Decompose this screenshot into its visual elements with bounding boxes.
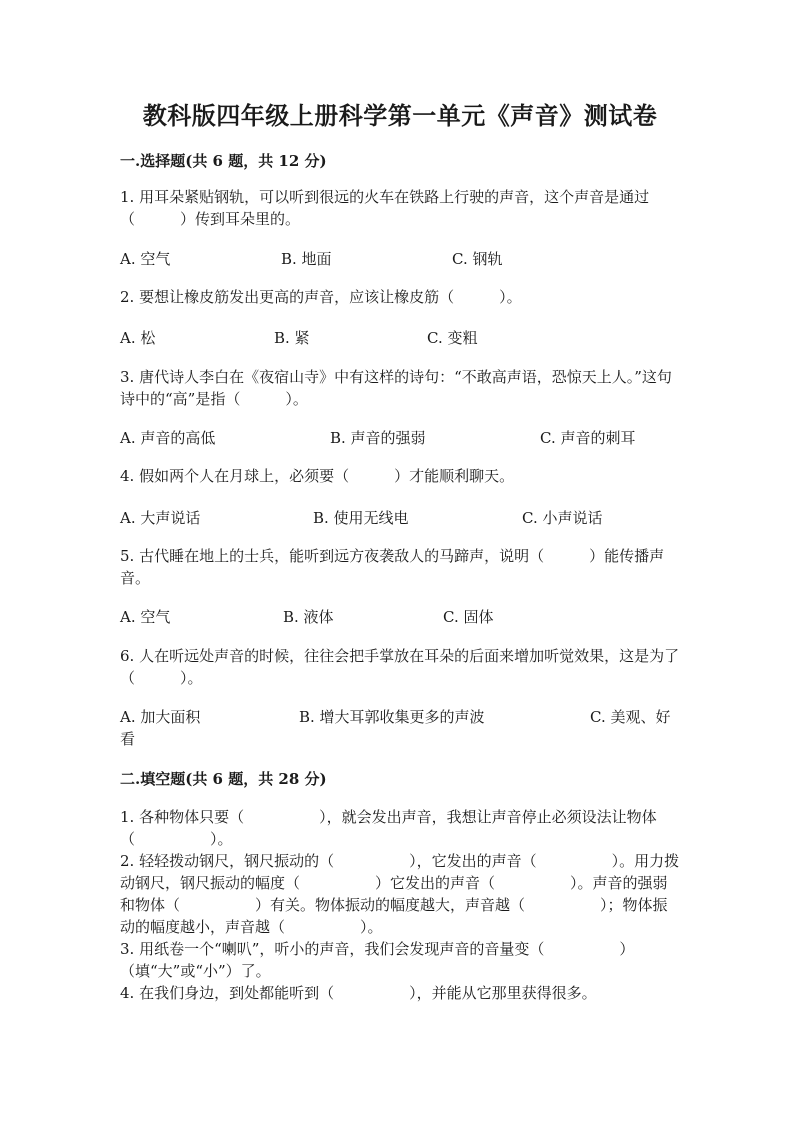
option-6b: B. 增大耳郭收集更多的声波 [299, 708, 485, 726]
option-4a: A. 大声说话 [120, 509, 201, 527]
option-6a: A. 加大面积 [120, 708, 201, 726]
fill-question-3: 3. 用纸卷一个“喇叭”，听小的声音，我们会发现声音的音量变（ ）（填“大”或“小”）了。 [120, 940, 635, 980]
question-1: 1. 用耳朵紧贴钢轨，可以听到很远的火车在铁路上行驶的声音，这个声音是通过（ ）传到耳朵里的。 [120, 188, 650, 228]
option-5b: B. 液体 [283, 608, 334, 626]
option-3c: C. 声音的刺耳 [540, 429, 636, 447]
section-heading-choice: 一.选择题(共 6 题，共 12 分) [120, 152, 327, 170]
option-5c: C. 固体 [443, 608, 494, 626]
page-title: 教科版四年级上册科学第一单元《声音》测试卷 [142, 101, 658, 130]
option-3a: A. 声音的高低 [120, 429, 216, 447]
option-2b: B. 紧 [274, 329, 310, 347]
section-heading-fill: 二.填空题(共 6 题，共 28 分) [120, 770, 327, 788]
fill-question-2: 2. 轻轻拨动钢尺，钢尺振动的（ ），它发出的声音（ ）。用力拨动钢尺，钢尺振动的幅度（ ）它发出的声音（ ）。声音的强弱和物体（ ）有关。物体振动的幅度越大，声音越（ ）；物体振动的幅度越小，声音越（ ）。 [120, 852, 680, 936]
question-2: 2. 要想让橡皮筋发出更高的声音，应该让橡皮筋（ ）。 [120, 288, 522, 306]
fill-question-4: 4. 在我们身边，到处都能听到（ ），并能从它那里获得很多。 [120, 984, 597, 1002]
option-6c: C. 美观、好看 [120, 708, 671, 748]
question-6: 6. 人在听远处声音的时候，往往会把手掌放在耳朵的后面来增加听觉效果，这是为了（ ）。 [120, 647, 680, 687]
option-4b: B. 使用无线电 [313, 509, 409, 527]
option-2c: C. 变粗 [427, 329, 478, 347]
option-1b: B. 地面 [281, 250, 332, 268]
option-1a: A. 空气 [120, 250, 171, 268]
question-4: 4. 假如两个人在月球上，必须要（ ）才能顺利聊天。 [120, 467, 515, 485]
option-2a: A. 松 [120, 329, 156, 347]
question-3: 3. 唐代诗人李白在《夜宿山寺》中有这样的诗句：“不敢高声语，恐惊天上人。”这句诗中的“高”是指（ ）。 [120, 368, 672, 408]
question-5: 5. 古代睡在地上的士兵，能听到远方夜袭敌人的马蹄声，说明（ ）能传播声音。 [120, 547, 665, 587]
option-4c: C. 小声说话 [522, 509, 603, 527]
option-5a: A. 空气 [120, 608, 171, 626]
option-1c: C. 钢轨 [452, 250, 503, 268]
fill-question-1: 1. 各种物体只要（ ），就会发出声音，我想让声音停止必须设法让物体（ ）。 [120, 808, 657, 848]
option-3b: B. 声音的强弱 [330, 429, 426, 447]
